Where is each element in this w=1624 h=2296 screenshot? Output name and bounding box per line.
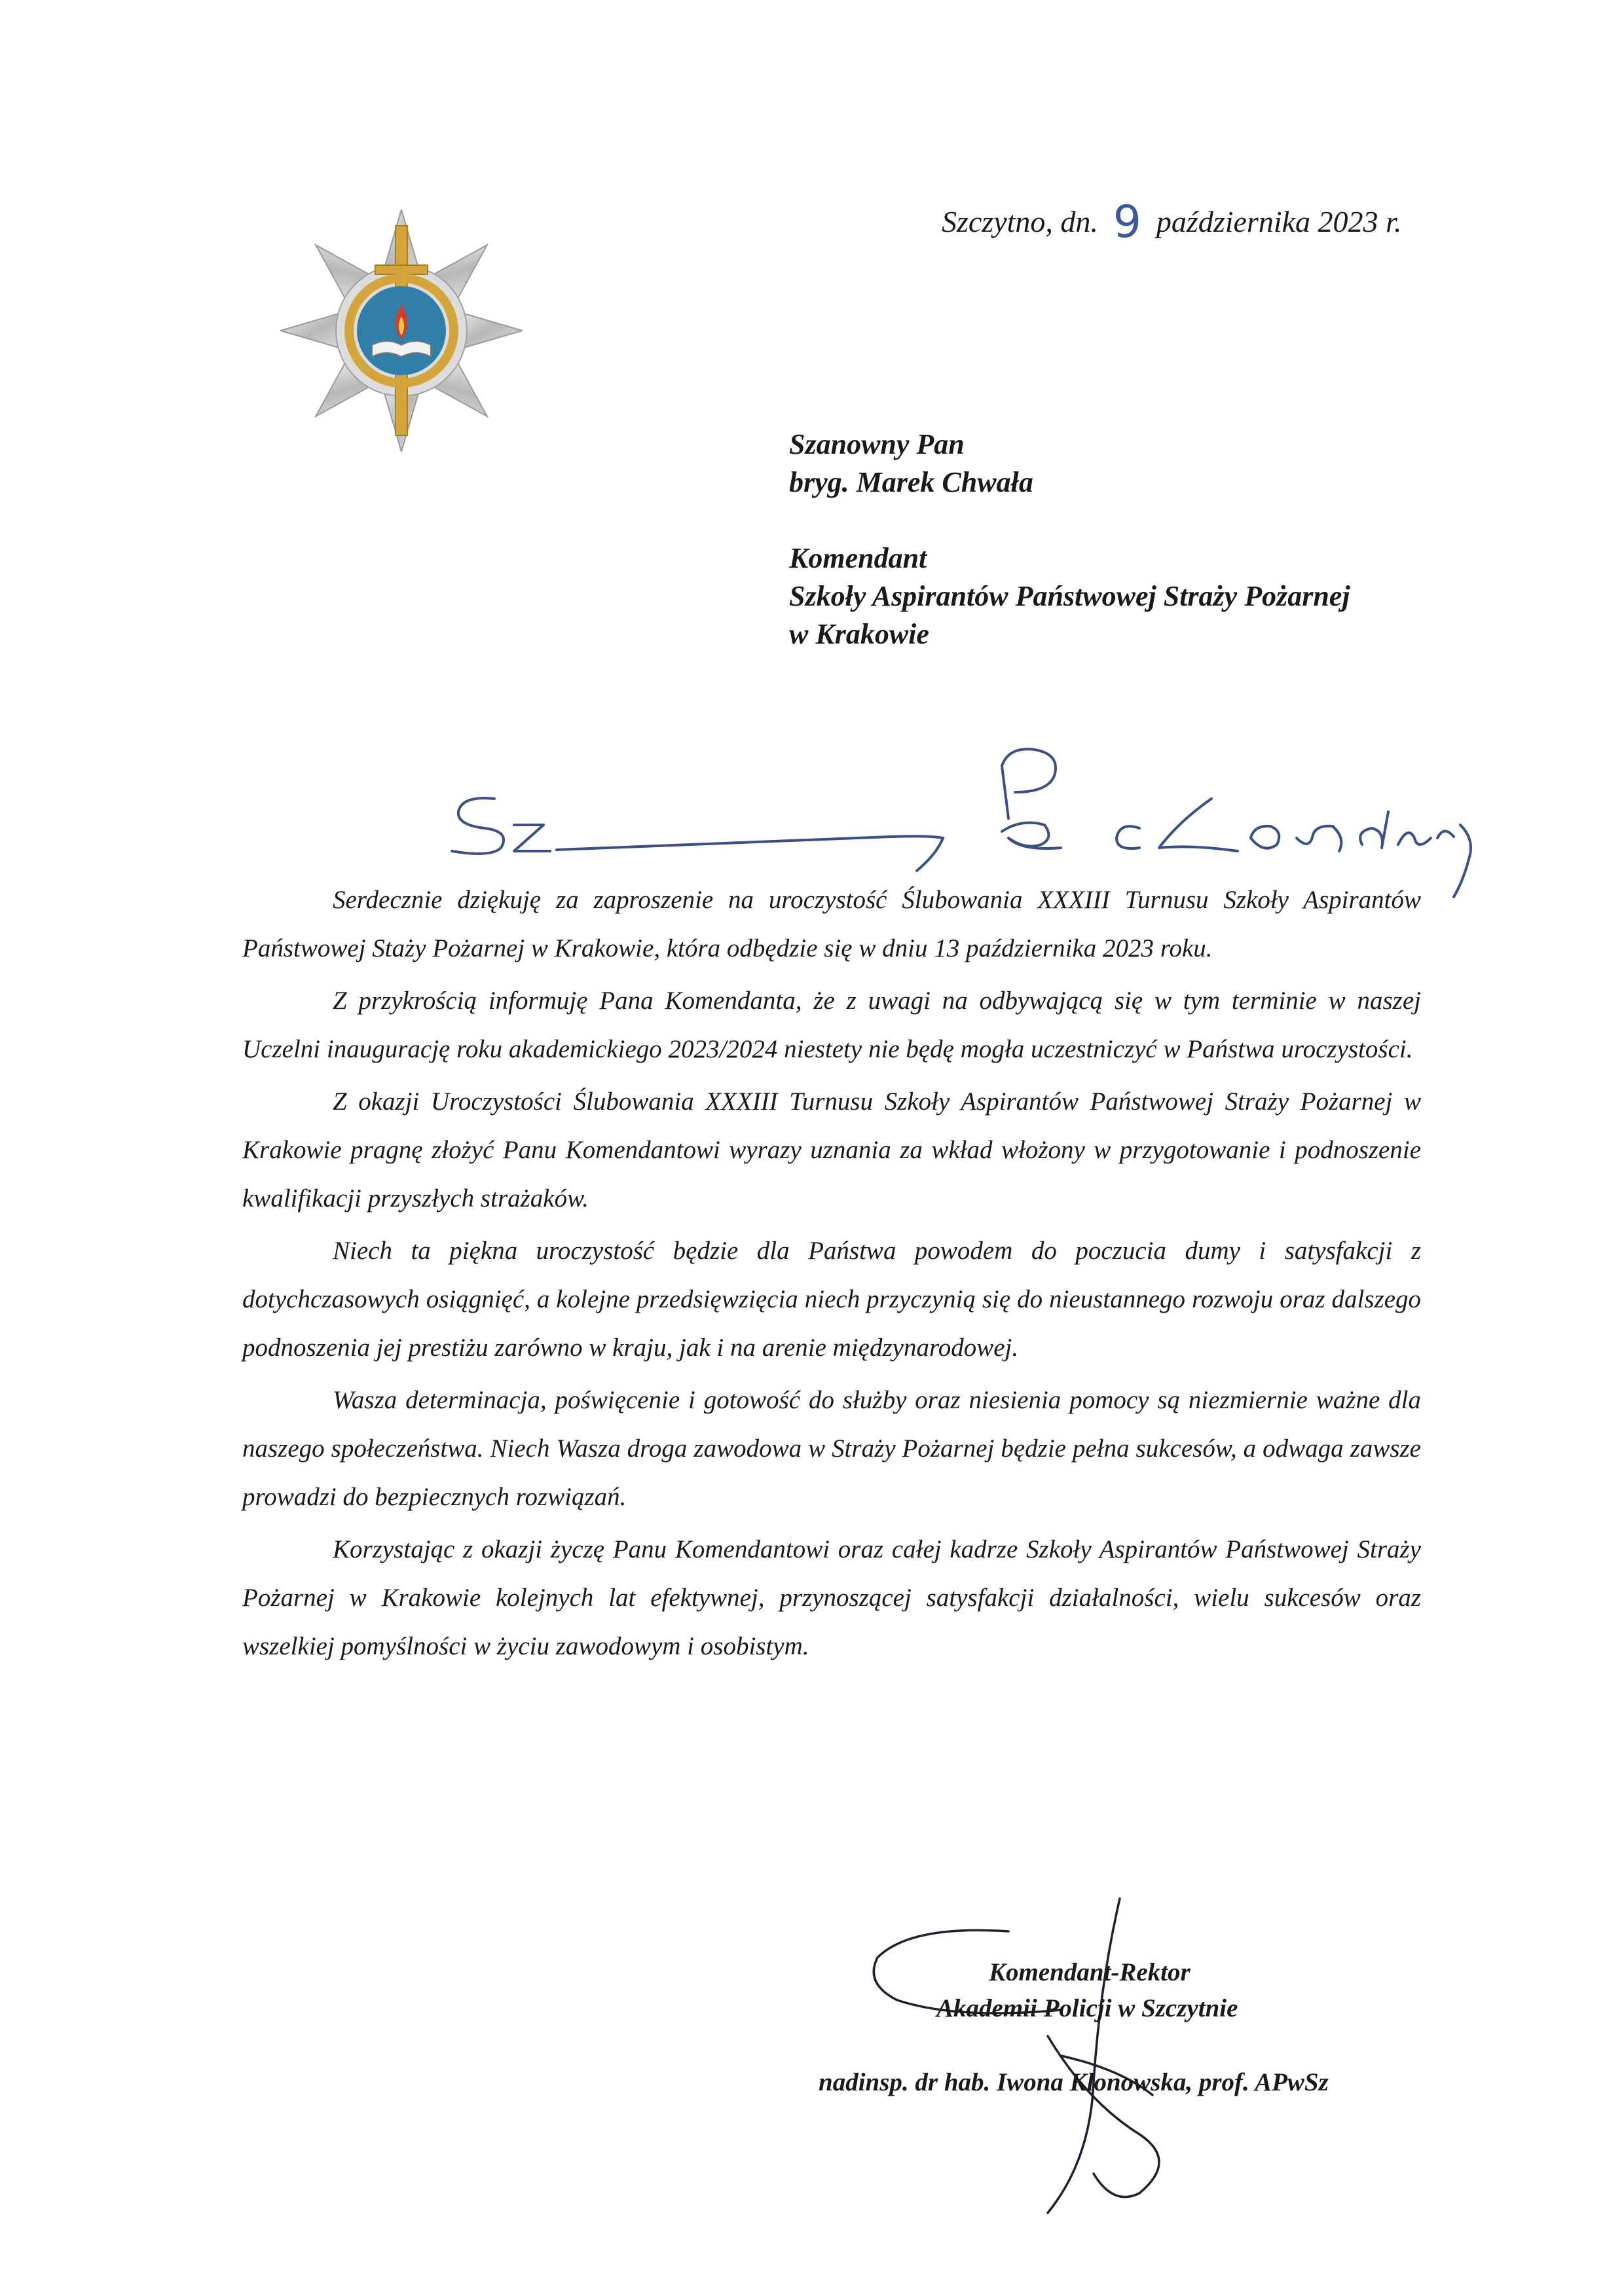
addressee-block	[789, 426, 1350, 653]
body-paragraph: Korzystając z okazji życzę Panu Komendantowi oraz całej kadrze Szkoły Aspirantów Państwowej Straży Pożarnej w Krakowie kolejnych lat efektywnej, przynoszącej satysfakcji działalności, wielu sukcesów oraz wszelkiej pomyślności w życiu zawodowym i osobistym.	[242, 1535, 1421, 1660]
addressee-line: Szanowny Pan	[789, 428, 965, 460]
signature-block	[812, 1886, 1467, 2226]
letter-body	[242, 876, 1421, 1675]
signature-title-line1: Komendant-Rektor	[989, 1958, 1190, 1986]
body-paragraph: Z przykrością informuję Pana Komendanta, że z uwagi na odbywającą się w tym terminie w naszej Uczelni inaugurację roku akademickiego 2023/2024 niestety nie będę mogła uczestniczyć w Państwa uroczystości.	[242, 987, 1421, 1063]
body-paragraph: Niech ta piękna uroczystość będzie dla Państwa powodem do poczucia dumy i satysfakcji z dotychczasowych osiągnięć, a kolejne przedsięwzięcia niech przyczynią się do nieustannego rozwoju oraz dalszego podnoszenia jej prestiżu zarówno w kraju, jak i na arenie międzynarodowej.	[242, 1237, 1421, 1362]
body-paragraph: Serdecznie dziękuję za zaproszenie na uroczystość Ślubowania XXXIII Turnusu Szkoły Aspirantów Państwowej Staży Pożarnej w Krakowie, która odbędzie się w dniu 13 października 2023 roku.	[242, 886, 1421, 962]
place-date	[942, 196, 1401, 248]
academy-emblem-icon	[280, 210, 523, 452]
addressee-line: Komendant	[789, 542, 927, 574]
addressee-line: w Krakowie	[789, 618, 929, 650]
addressee-line: Szkoły Aspirantów Państwowej Straży Pożarnej	[789, 580, 1350, 612]
place-date-suffix: października 2023 r.	[1156, 205, 1402, 238]
place-date-prefix: Szczytno, dn.	[942, 205, 1098, 238]
addressee-line: bryg. Marek Chwała	[789, 466, 1033, 498]
handwritten-signature	[812, 1886, 1270, 2226]
signature-name: nadinsp. dr hab. Iwona Klonowska, prof. APwSz	[819, 2068, 1329, 2096]
body-paragraph: Wasza determinacja, poświęcenie i gotowość do służby oraz niesienia pomocy są niezmiernie ważne dla naszego społeczeństwa. Niech Wasza droga zawodowa w Straży Pożarnej będzie pełna sukcesów, a odwaga zawsze prowadzi do bezpiecznych rozwiązań.	[242, 1386, 1421, 1511]
place-date-day: 9	[1113, 196, 1142, 248]
body-paragraph: Z okazji Uroczystości Ślubowania XXXIII Turnusu Szkoły Aspirantów Państwowej Straży Pożarnej w Krakowie pragnę złożyć Panu Komendantowi wyrazy uznania za wkład włożony w przygotowanie i podnoszenie kwalifikacji przyszłych strażaków.	[242, 1087, 1421, 1212]
signature-title-line2: Akademii Policji w Szczytnie	[936, 1994, 1238, 2022]
